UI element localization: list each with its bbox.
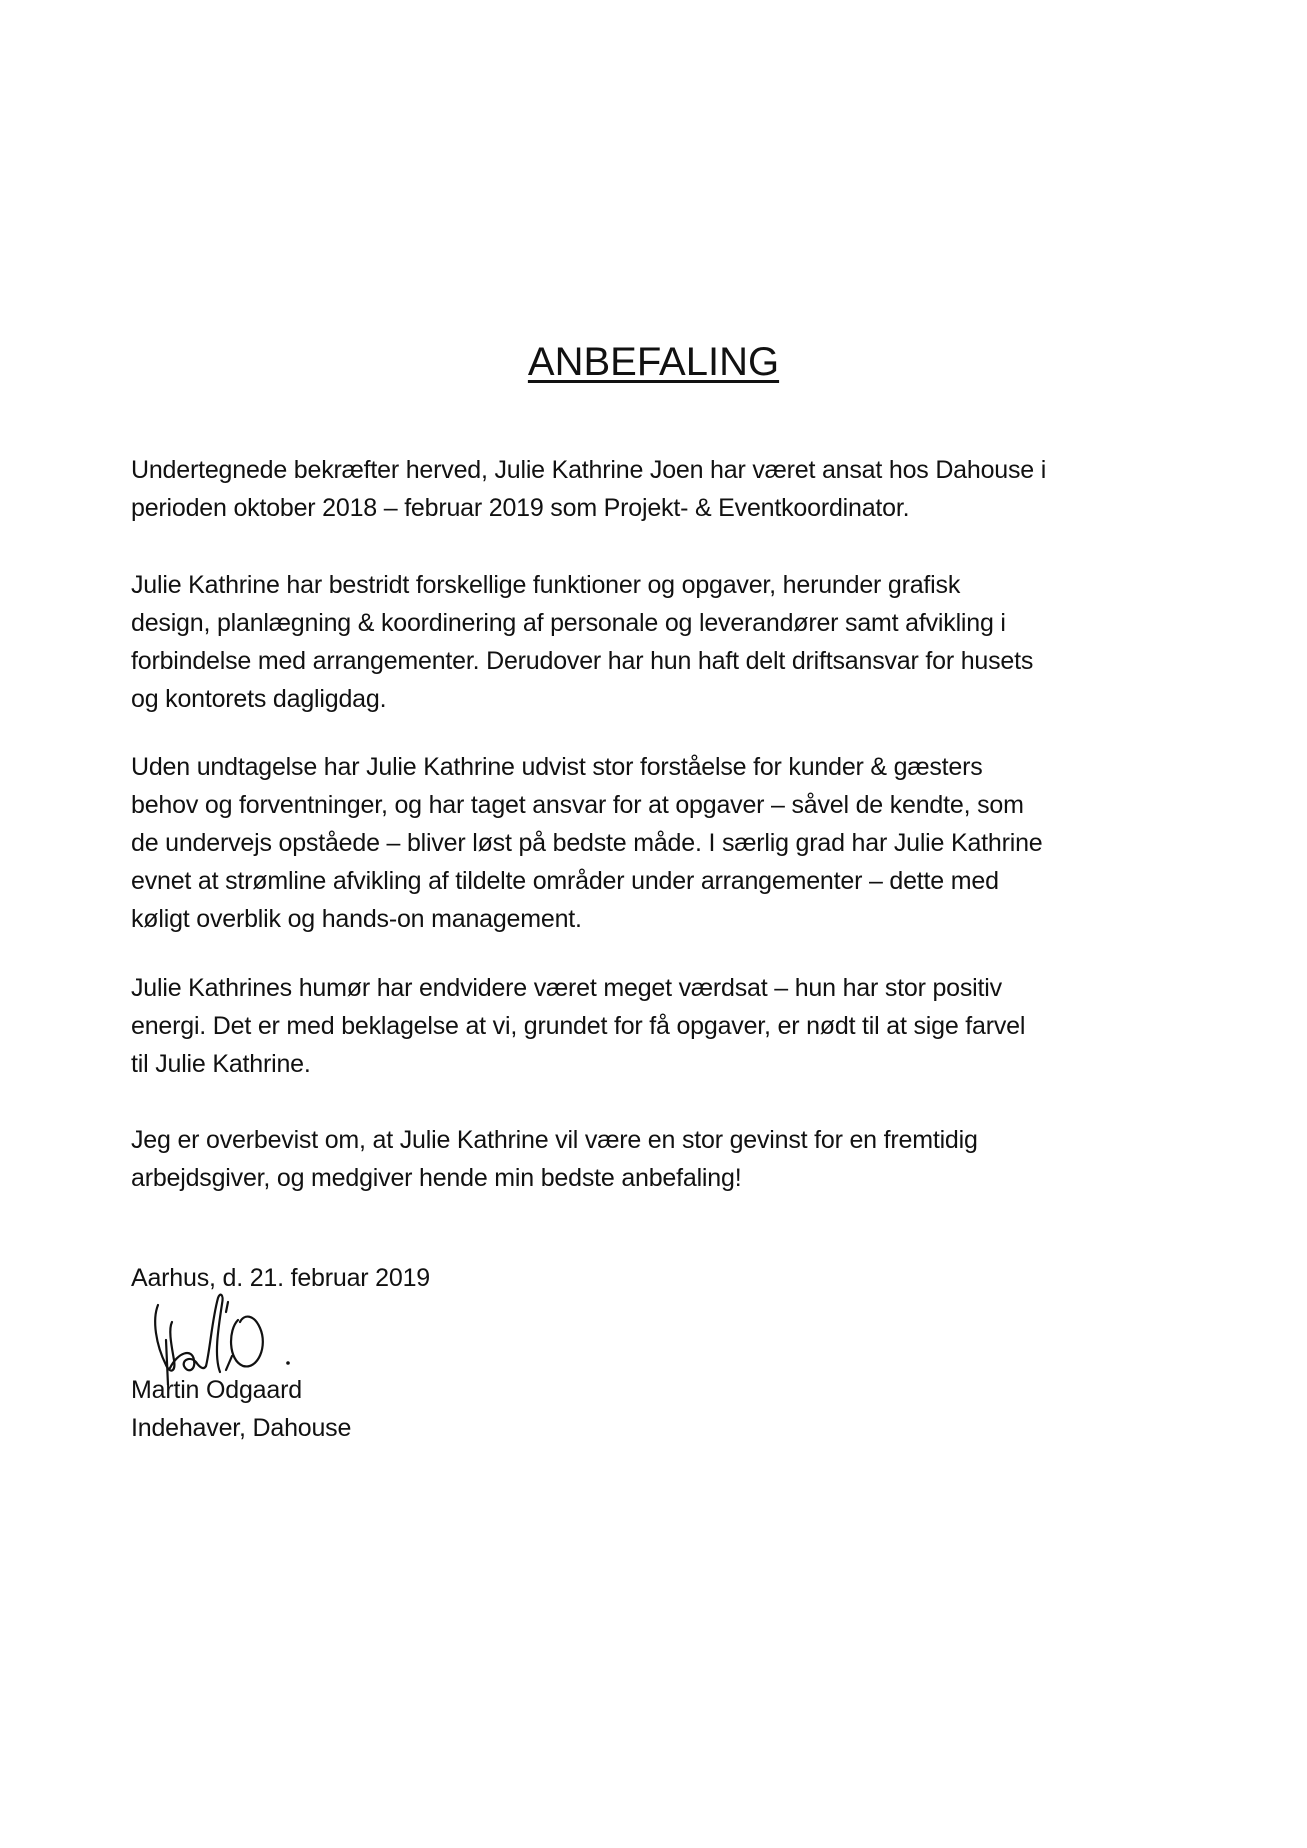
place-date-text: Aarhus, d. 21. februar 2019 xyxy=(131,1264,430,1292)
text-line: Jeg er overbevist om, at Julie Kathrine vil være en stor gevinst for en fremtidig xyxy=(131,1126,978,1154)
text-line: evnet at strømline afvikling af tildelte områder under arrangementer – dette med xyxy=(131,867,999,895)
text-line: de undervejs opståede – bliver løst på bedste måde. I særlig grad har Julie Kathrine xyxy=(131,829,1043,857)
text-line: Julie Kathrine har bestridt forskellige funktioner og opgaver, herunder grafisk xyxy=(131,571,961,599)
paragraph-personality xyxy=(131,969,1251,1083)
paragraph-performance xyxy=(131,748,1251,938)
text-line: Julie Kathrines humør har endvidere været meget værdsat – hun har stor positiv xyxy=(131,974,1002,1002)
text-line: behov og forventninger, og har taget ansvar for at opgaver – såvel de kendte, som xyxy=(131,791,1024,819)
signer-title: Indehaver, Dahouse xyxy=(131,1414,352,1442)
signer-block xyxy=(131,1371,351,1447)
document-title: ANBEFALING xyxy=(527,340,780,384)
text-line: perioden oktober 2018 – februar 2019 som Projekt- & Eventkoordinator. xyxy=(131,494,910,522)
text-line: Uden undtagelse har Julie Kathrine udvist stor forståelse for kunder & gæsters xyxy=(131,753,983,781)
text-line: køligt overblik og hands-on management. xyxy=(131,905,582,933)
text-line: Undertegnede bekræfter herved, Julie Kathrine Joen har været ansat hos Dahouse i xyxy=(131,456,1047,484)
paragraph-responsibilities xyxy=(131,566,1251,718)
paragraph-recommendation xyxy=(131,1121,1251,1197)
text-line: til Julie Kathrine. xyxy=(131,1050,311,1078)
text-line: energi. Det er med beklagelse at vi, grundet for få opgaver, er nødt til at sige farvel xyxy=(131,1012,1026,1040)
text-line: arbejdsgiver, og medgiver hende min bedste anbefaling! xyxy=(131,1164,742,1192)
text-line: design, planlægning & koordinering af personale og leverandører samt afvikling i xyxy=(131,609,1006,637)
paragraph-employment xyxy=(131,451,1251,527)
text-line: og kontorets dagligdag. xyxy=(131,685,387,713)
text-line: forbindelse med arrangementer. Derudover har hun haft delt driftsansvar for husets xyxy=(131,647,1034,675)
signer-name: Martin Odgaard xyxy=(131,1376,302,1404)
